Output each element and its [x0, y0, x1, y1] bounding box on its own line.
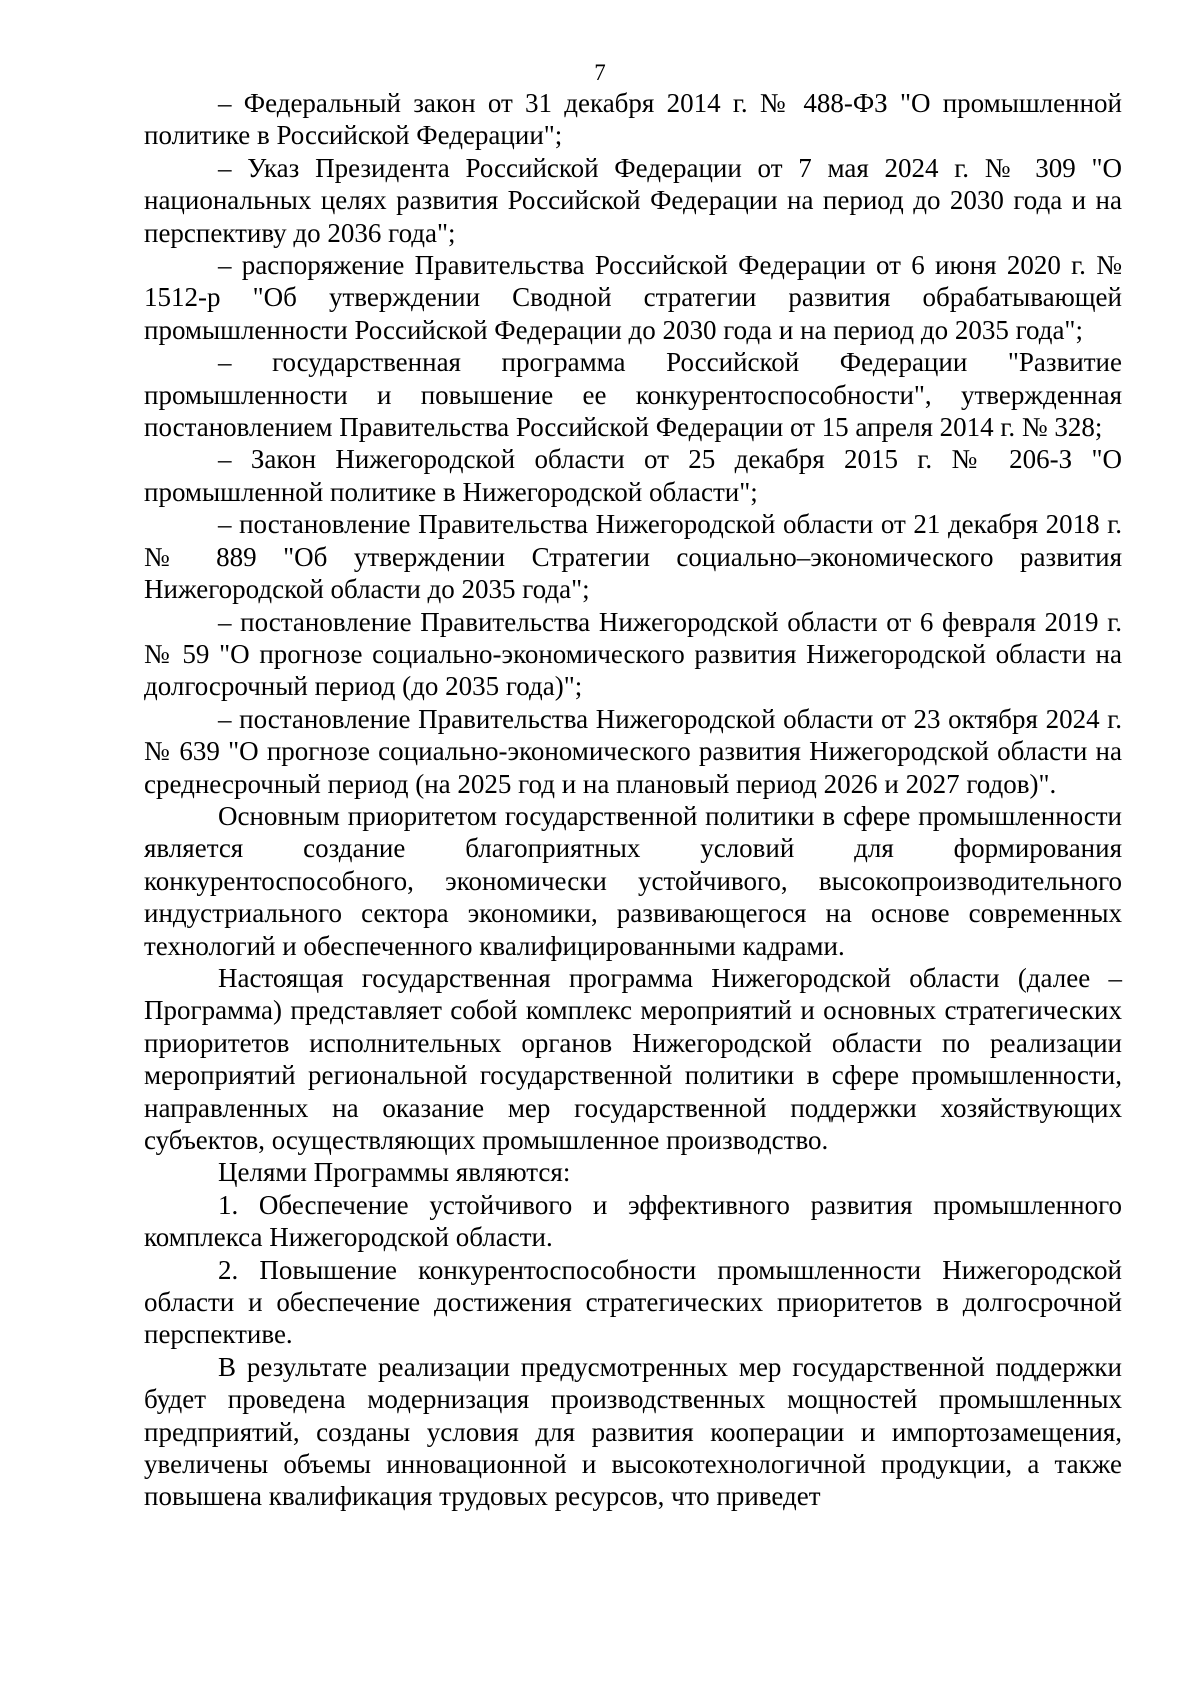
paragraph-program-description: Настоящая государственная программа Нижегородской области (далее – Программа) представляет собой комплекс мероприятий и основных стратегических приоритетов исполнительных органов Нижегородской области по реализации мероприятий региональной государственной политики в сфере промышленности, направленных на оказание мер государственной поддержки хозяйствующих субъектов, осуществляющих промышленное производство. [144, 962, 1122, 1155]
paragraph-expected-results: В результате реализации предусмотренных мер государственной поддержки будет проведена модернизация производственных мощностей промышленных предприятий, созданы условия для развития кооперации и импортозамещения, увеличены объемы инновационной и высокотехнологичной продукции, а также повышена квалификация трудовых ресурсов, что приведет [144, 1351, 1122, 1512]
list-item-state-program-328: – государственная программа Российской Федерации "Развитие промышленности и повышение ее конкурентоспособности", утвержденная постановлением Правительства Российской Федерации от 15 апреля 2014 г. № 328; [144, 347, 1122, 443]
document-body [144, 87, 1122, 1513]
list-item-federal-law-488: – Федеральный закон от 31 декабря 2014 г. № 488-ФЗ "О промышленной политике в Российской Федерации"; [144, 88, 1122, 151]
paragraph-policy-priority: Основным приоритетом государственной политики в сфере промышленности является создание благоприятных условий для формирования конкурентоспособного, экономически устойчивого, высокопроизводительного индустриального сектора экономики, развивающегося на основе современных технологий и обеспеченного квалифицированными кадрами. [144, 800, 1122, 961]
list-item-government-order-1512: – распоряжение Правительства Российской Федерации от 6 июня 2020 г. № 1512-р "Об утверждении Сводной стратегии развития обрабатывающей промышленности Российской Федерации до 2030 года и на период до 2035 года"; [144, 250, 1122, 345]
paragraph-goal-1: 1. Обеспечение устойчивого и эффективного развития промышленного комплекса Нижегородской области. [144, 1189, 1122, 1253]
list-item-resolution-639: – постановление Правительства Нижегородской области от 23 октября 2024 г. № 639 "О прогнозе социально-экономического развития Нижегородской области на среднесрочный период (на 2025 год и на плановый период 2026 и 2027 годов)". [144, 703, 1122, 799]
list-item-resolution-59: – постановление Правительства Нижегородской области от 6 февраля 2019 г. № 59 "О прогнозе социально-экономического развития Нижегородской области на долгосрочный период (до 2035 года)"; [144, 606, 1122, 702]
list-item-resolution-889: – постановление Правительства Нижегородской области от 21 декабря 2018 г. № 889 "Об утверждении Стратегии социально–экономического развития Нижегородской области до 2035 года"; [144, 509, 1122, 605]
paragraph-goal-2: 2. Повышение конкурентоспособности промышленности Нижегородской области и обеспечение достижения стратегических приоритетов в долгосрочной перспективе. [144, 1254, 1122, 1350]
list-item-regional-law-206: – Закон Нижегородской области от 25 декабря 2015 г. № 206-З "О промышленной политике в Нижегородской области"; [144, 444, 1122, 507]
list-item-presidential-decree-309: – Указ Президента Российской Федерации от 7 мая 2024 г. № 309 "О национальных целях развития Российской Федерации на период до 2030 года и на перспективу до 2036 года"; [144, 152, 1122, 248]
page-number: 7 [594, 60, 606, 85]
paragraph-goals-heading: Целями Программы являются: [218, 1157, 571, 1188]
